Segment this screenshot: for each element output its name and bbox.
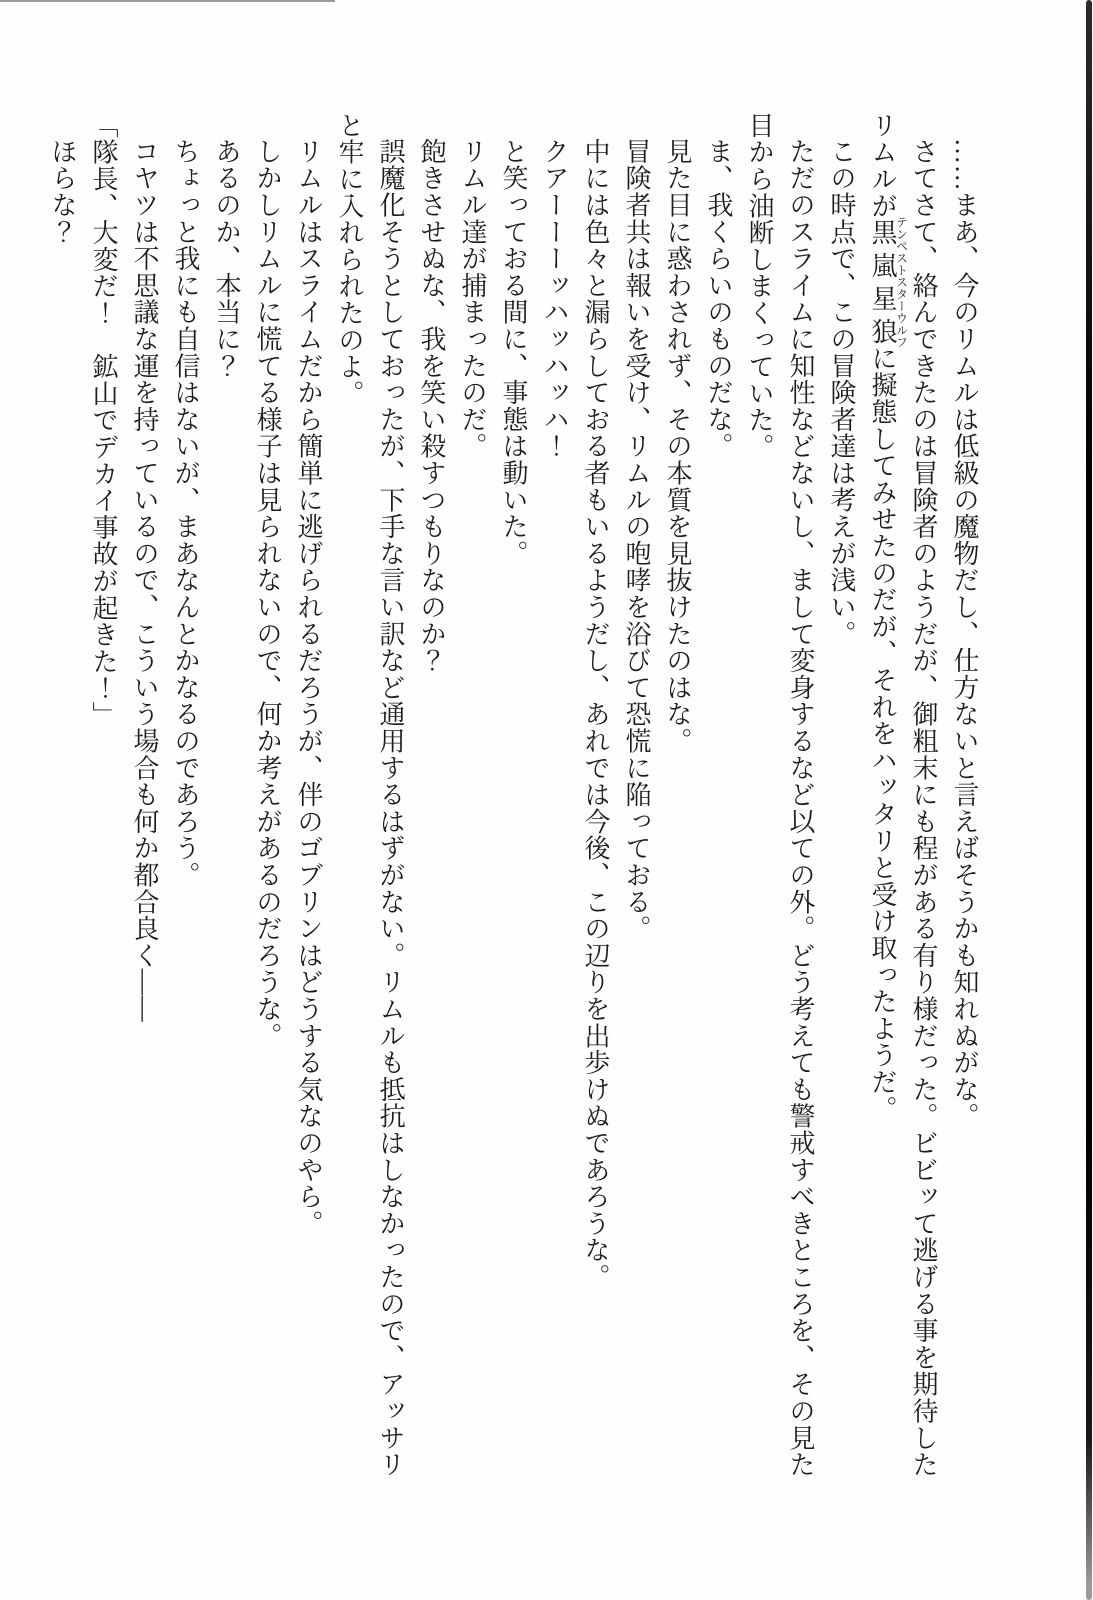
paragraph-18: コヤツは不思議な運を持っているので、こういう場合も何か都合良く――	[130, 138, 159, 1023]
paragraph-12: 飽きさせぬな、我を笑い殺すつもりなのか？	[417, 138, 446, 674]
paragraph-19: 「隊長、大変だ！ 鉱山でデカイ事故が起きた！」	[89, 112, 118, 729]
ruby-annotated-term: 黒嵐星狼テンペストスターウルフ	[868, 216, 909, 349]
paragraph-13: 誤魔化そうとしておったが、下手な言い訳など通用するはずがない。リムルも抵抗はしなかったので、アッサリと牢に入れられたのよ。	[335, 112, 405, 1478]
paragraph-5: ま、我くらいのものだな。	[704, 138, 733, 460]
scan-edge-bar	[1086, 0, 1092, 1600]
scan-edge-line	[0, 0, 335, 2]
paragraph-16: あるのか、本当に？	[212, 138, 241, 380]
paragraph-9: クアーーーッハッハッハ！	[540, 138, 569, 460]
paragraph-7: 冒険者共は報いを受け、リムルの咆哮を浴びて恐慌に陥っておる。	[622, 138, 651, 942]
paragraph-20: ほらな？	[48, 138, 77, 246]
paragraph-10: と笑っておる間に、事態は動いた。	[499, 138, 528, 567]
paragraph-17: ちょっと我にも自信はないが、まあなんとかなるのであろう。	[171, 138, 200, 889]
paragraph-3: この時点で、この冒険者達は考えが浅い。	[827, 138, 856, 648]
paragraph-1: ……まあ、今のリムルは低級の魔物だし、仕方ないと言えばそうかも知れぬがな。	[950, 138, 979, 1130]
paragraph-14: リムルはスライムだから簡単に逃げられるだろうが、伴のゴブリンはどうする気なのやら。	[294, 138, 323, 1237]
novel-text-block	[42, 112, 985, 1482]
paragraph-2: さてさて、絡んできたのは冒険者のようだが、御粗末にも程がある有り様だった。ビビッて逃げる事を期待したリムルが黒嵐星狼テンペストスターウルフに擬態してみせたのだが、それをハッタリと受け取ったようだ。	[868, 112, 938, 1478]
paragraph-8: 中には色々と漏らしておる者もいるようだし、あれでは今後、この辺りを出歩けぬであろうな。	[581, 138, 610, 1291]
paragraph-11: リムル達が捕まったのだ。	[458, 138, 487, 460]
paragraph-6: 見た目に惑わされず、その本質を見抜けたのはな。	[663, 138, 692, 755]
paragraph-4: ただのスライムに知性などないし、まして変身するなど以ての外。どう考えても警戒すべきところを、その見た目から油断しまくっていた。	[745, 112, 815, 1478]
paragraph-15: しかしリムルに慌てる様子は見られないので、何か考えがあるのだろうな。	[253, 138, 282, 1050]
